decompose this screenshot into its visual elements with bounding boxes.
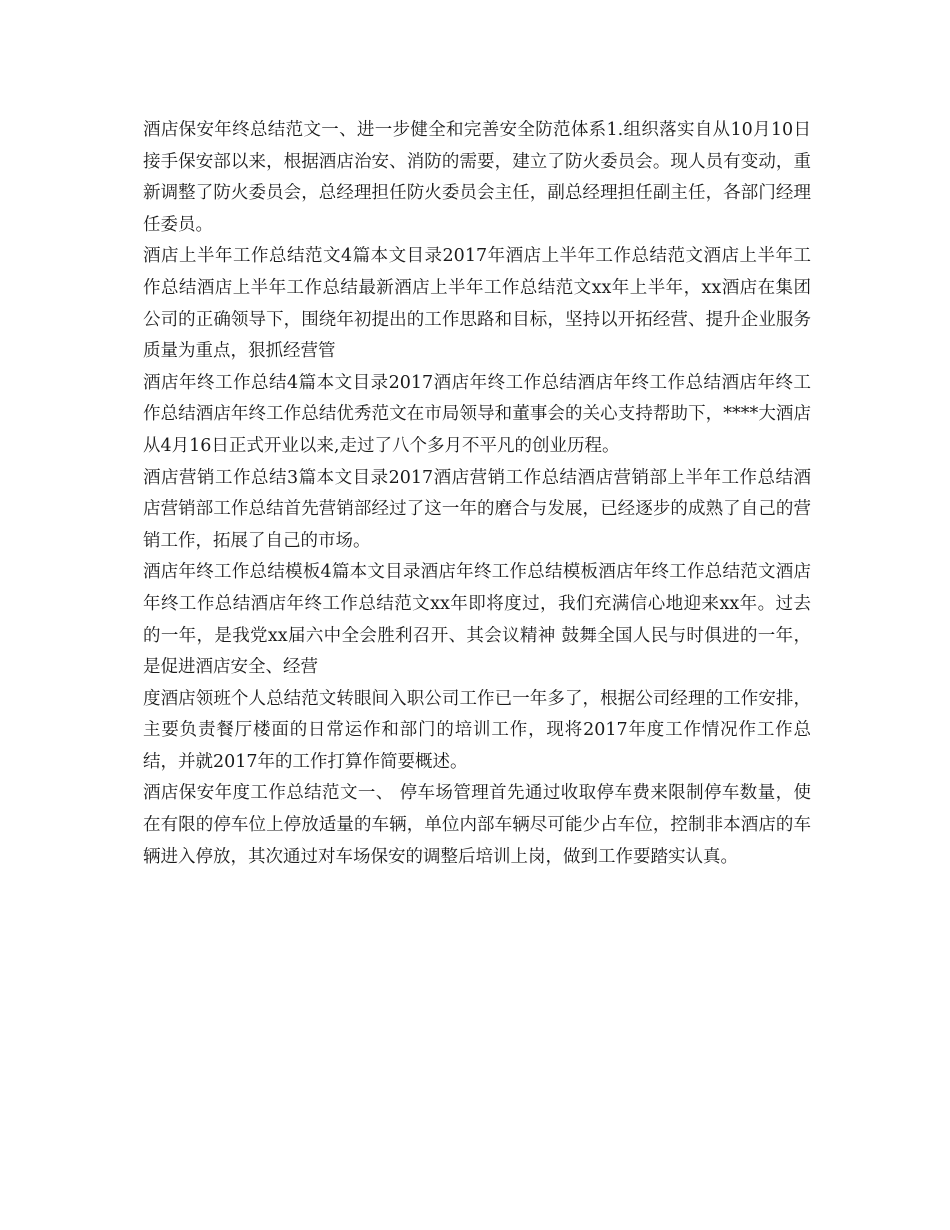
paragraph-hotel-security-year-end: 酒店保安年终总结范文一、进一步健全和完善安全防范体系1.组织落实自从10月10日接手保安部以来，根据酒店治安、消防的需要，建立了防火委员会。现人员有变动，重新调整了防火委员会，总经理担任防火委员会主任，副总经理担任副主任，各部门经理任委员。	[143, 120, 811, 235]
document-body	[143, 115, 811, 873]
paragraph-hotel-security-annual: 酒店保安年度工作总结范文一、 停车场管理首先通过收取停车费来限制停车数量，使在有限的停车位上停放适量的车辆，单位内部车辆尽可能少占车位，控制非本酒店的车辆进入停放，其次通过对车场保安的调整后培训上岗，做到工作要踏实认真。	[143, 783, 811, 867]
paragraph-hotel-first-half-summary: 酒店上半年工作总结范文4篇本文目录2017年酒店上半年工作总结范文酒店上半年工作总结酒店上半年工作总结最新酒店上半年工作总结范文xx年上半年，xx酒店在集团公司的正确领导下，围绕年初提出的工作思路和目标，坚持以开拓经营、提升企业服务质量为重点，狠抓经营管	[143, 246, 811, 362]
paragraph-hotel-marketing-summary: 酒店营销工作总结3篇本文目录2017酒店营销工作总结酒店营销部上半年工作总结酒店营销部工作总结首先营销部经过了这一年的磨合与发展，已经逐步的成熟了自己的营销工作，拓展了自己的市场。	[143, 467, 811, 551]
paragraph-hotel-year-end-template: 酒店年终工作总结模板4篇本文目录酒店年终工作总结模板酒店年终工作总结范文酒店年终工作总结酒店年终工作总结范文xx年即将度过，我们充满信心地迎来xx年。过去的一年，是我党xx届六中全会胜利召开、其会议精神 鼓舞全国人民与时俱进的一年，是促进酒店安全、经营	[143, 562, 811, 678]
paragraph-hotel-supervisor-summary: 度酒店领班个人总结范文转眼间入职公司工作已一年多了，根据公司经理的工作安排，主要负责餐厅楼面的日常运作和部门的培训工作，现将2017年度工作情况作工作总结，并就2017年的工作打算作简要概述。	[143, 688, 811, 772]
paragraph-hotel-year-end-summary: 酒店年终工作总结4篇本文目录2017酒店年终工作总结酒店年终工作总结酒店年终工作总结酒店年终工作总结优秀范文在市局领导和董事会的关心支持帮助下，****大酒店从4月16日正式开业以来,走过了八个多月不平凡的创业历程。	[143, 372, 811, 456]
